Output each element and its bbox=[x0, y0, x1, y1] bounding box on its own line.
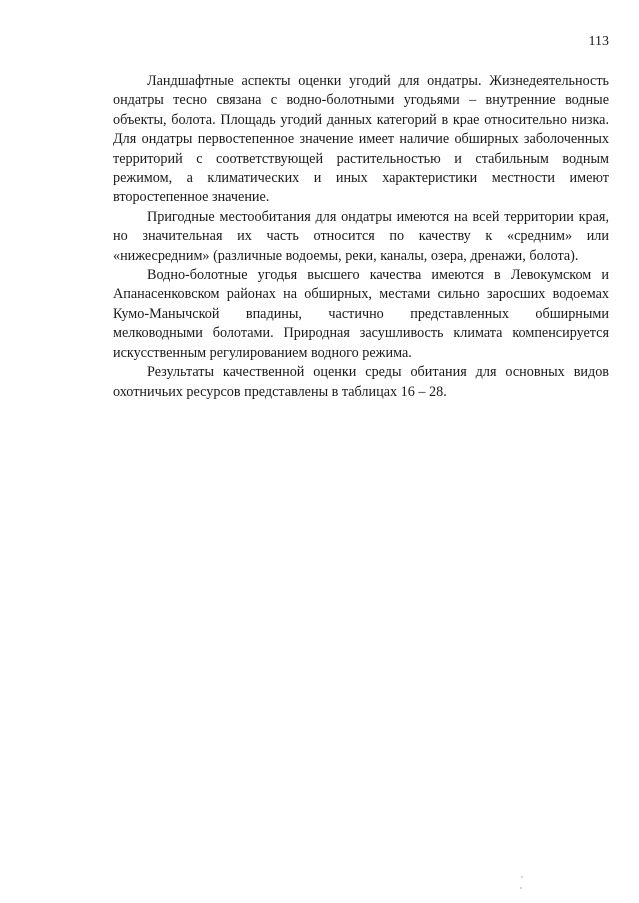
paragraph-results-reference: Результаты качественной оценки среды обитания для основных видов охотничьих ресурсов представлены в таблицах 16 – 28. bbox=[113, 364, 609, 400]
scan-speck bbox=[520, 887, 522, 889]
paragraph-muskrat-landscape: Ландшафтные аспекты оценки угодий для ондатры. Жизнедеятельность ондатры тесно связана с водно-болотными угодьями – внутренние водные объекты, болота. Площадь угодий данных категорий в крае относительно низка. Для ондатры первостепенное значение имеет наличие обширных заболоченных территорий с соответствующей растительностью и стабильным водным режимом, а климатических и иных характеристики местности имеют второстепенное значение. bbox=[113, 73, 609, 206]
body-text bbox=[113, 72, 609, 402]
paragraph-suitable-habitats: Пригодные местообитания для ондатры имеются на всей территории края, но значительная их часть относится по качеству к «средним» или «нижесредним» (различные водоемы, реки, каналы, озера, дренажи, болота). bbox=[113, 208, 609, 264]
paragraph-wetlands-quality: Водно-болотные угодья высшего качества имеются в Левокумском и Апанасенковском районах на обширных, местами сильно заросших водоемах Кумо-Манычской впадины, частично представленных обширными мелководными болотами. Природная засушливость климата компенсируется искусственным регулированием водного режима. bbox=[113, 267, 609, 361]
scan-speck bbox=[521, 876, 523, 878]
page-number: 113 bbox=[588, 34, 609, 49]
